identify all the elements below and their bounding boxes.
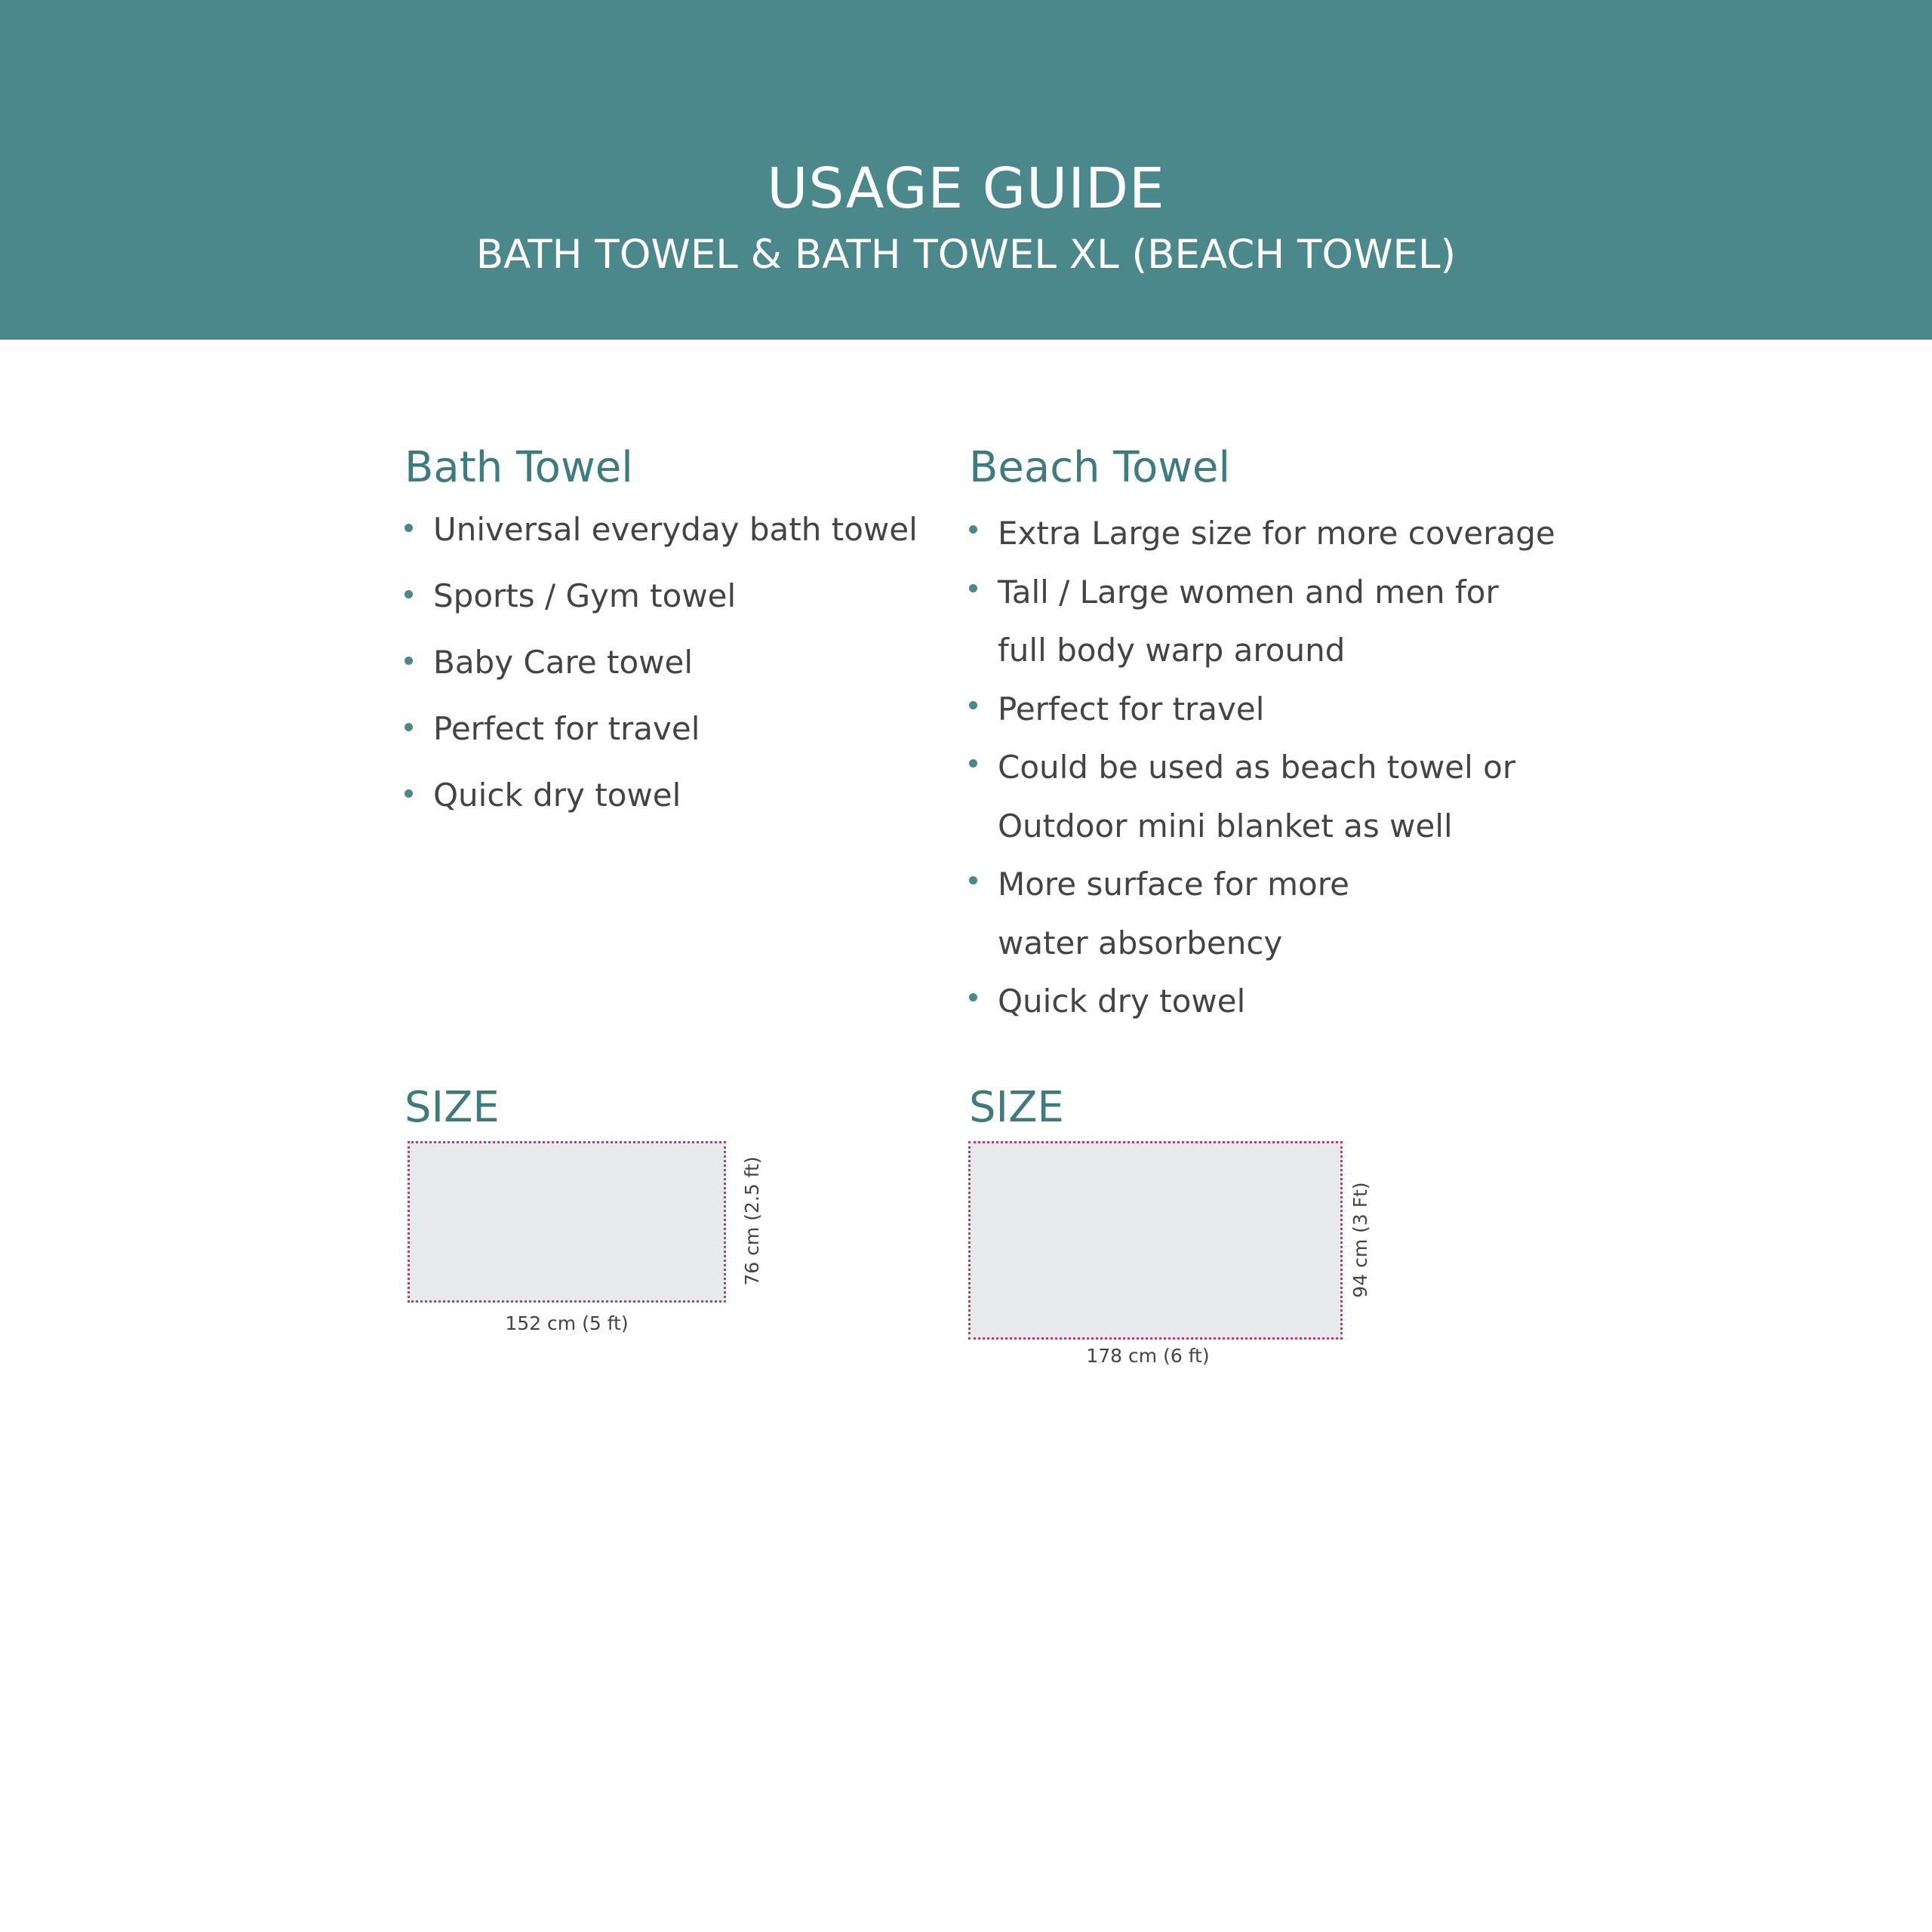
bullet-icon [405, 789, 413, 798]
beach-towel-size-diagram [968, 1141, 1343, 1340]
bullet-icon [969, 876, 977, 884]
feature-text: Extra Large size for more coverage [998, 515, 1555, 552]
feature-text: Perfect for travel [998, 690, 1265, 728]
feature-text: Quick dry towel [433, 777, 681, 814]
list-item [405, 770, 918, 836]
list-item [969, 563, 1555, 680]
bullet-icon [405, 723, 413, 731]
bullet-icon [405, 590, 413, 598]
bath-towel-width-label: 152 cm (5 ft) [505, 1312, 629, 1334]
bullet-icon [969, 759, 977, 768]
feature-text: Baby Care towel [433, 644, 694, 681]
beach-towel-size-heading: SIZE [969, 1083, 1064, 1132]
list-item [969, 680, 1555, 739]
list-item [405, 571, 918, 637]
list-item [969, 972, 1555, 1031]
feature-text-continued: full body warp around [998, 632, 1346, 669]
bullet-icon [969, 525, 977, 534]
bullet-icon [969, 584, 977, 592]
beach-towel-width-label: 178 cm (6 ft) [1086, 1345, 1210, 1367]
bath-towel-features [405, 504, 918, 836]
feature-text-continued: water absorbency [998, 924, 1283, 961]
bath-towel-heading: Bath Towel [405, 443, 633, 492]
page-subtitle: BATH TOWEL & BATH TOWEL XL (BEACH TOWEL) [475, 232, 1457, 278]
feature-text: Quick dry towel [998, 983, 1246, 1020]
page-title: USAGE GUIDE [767, 156, 1165, 221]
bullet-icon [405, 657, 413, 665]
beach-towel-heading: Beach Towel [969, 443, 1231, 492]
bath-towel-height-label: 76 cm (2.5 ft) [741, 1156, 763, 1286]
list-item [405, 637, 918, 703]
feature-text: Tall / Large women and men for [998, 573, 1499, 611]
list-item [969, 855, 1555, 972]
bullet-icon [405, 524, 413, 532]
list-item [969, 738, 1555, 855]
feature-text: More surface for more [998, 866, 1349, 903]
feature-text: Could be used as beach towel or [998, 749, 1516, 786]
feature-text: Universal everyday bath towel [433, 511, 918, 548]
feature-text: Sports / Gym towel [433, 577, 737, 614]
bath-towel-size-diagram [408, 1141, 726, 1303]
beach-towel-features [969, 504, 1555, 1031]
feature-text-continued: Outdoor mini blanket as well [998, 807, 1453, 844]
list-item [969, 504, 1555, 563]
header-banner [0, 0, 1932, 340]
beach-towel-height-label: 94 cm (3 Ft) [1349, 1182, 1371, 1298]
bullet-icon [969, 701, 977, 709]
bullet-icon [969, 993, 977, 1001]
list-item [405, 504, 918, 571]
feature-text: Perfect for travel [433, 710, 700, 747]
list-item [405, 703, 918, 770]
bath-towel-size-heading: SIZE [405, 1083, 500, 1132]
